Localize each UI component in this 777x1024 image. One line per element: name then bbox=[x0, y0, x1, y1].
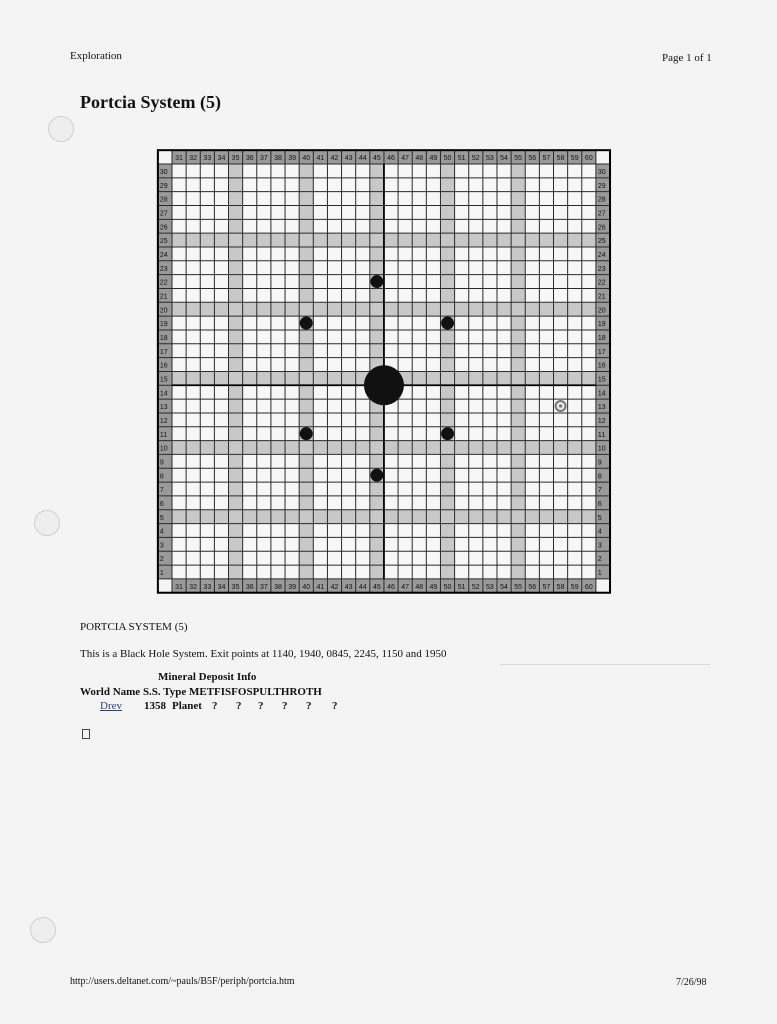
x-tick-label-bottom: 43 bbox=[344, 583, 353, 591]
y-tick-label-right: 12 bbox=[597, 417, 606, 425]
x-tick-label-bottom: 36 bbox=[245, 583, 254, 591]
y-tick-label-left: 14 bbox=[159, 390, 168, 398]
y-tick-label-right: 14 bbox=[597, 390, 606, 398]
y-tick-label-right: 18 bbox=[597, 334, 606, 342]
y-tick-label-right: 16 bbox=[597, 362, 606, 370]
mineral-value: ? bbox=[332, 700, 338, 712]
y-tick-label-left: 10 bbox=[159, 445, 168, 453]
x-tick-label-bottom: 41 bbox=[316, 583, 325, 591]
y-tick-label-left: 25 bbox=[159, 238, 168, 246]
x-tick-label-top: 39 bbox=[288, 155, 297, 163]
y-tick-label-right: 1 bbox=[597, 570, 602, 578]
x-tick-label-bottom: 40 bbox=[302, 583, 311, 591]
x-tick-label-top: 36 bbox=[245, 155, 254, 163]
x-tick-label-bottom: 38 bbox=[274, 583, 282, 591]
y-tick-label-left: 13 bbox=[159, 404, 168, 412]
y-tick-label-right: 11 bbox=[597, 431, 606, 439]
x-tick-label-bottom: 34 bbox=[217, 583, 226, 591]
x-tick-label-top: 55 bbox=[514, 155, 523, 163]
y-tick-label-right: 9 bbox=[597, 459, 602, 467]
planet-marker bbox=[300, 427, 313, 440]
y-tick-label-left: 16 bbox=[159, 362, 168, 370]
mineral-value: ? bbox=[282, 700, 288, 712]
planet-marker bbox=[370, 275, 383, 288]
y-tick-label-left: 15 bbox=[159, 376, 168, 384]
x-tick-label-bottom: 47 bbox=[401, 583, 410, 591]
x-tick-label-top: 46 bbox=[387, 155, 395, 163]
y-tick-label-left: 30 bbox=[159, 169, 168, 176]
x-tick-label-bottom: 58 bbox=[556, 583, 565, 591]
y-tick-label-left: 7 bbox=[159, 487, 164, 495]
footer-date: 7/26/98 bbox=[676, 977, 707, 988]
y-tick-label-left: 28 bbox=[159, 196, 168, 204]
y-tick-label-left: 27 bbox=[159, 210, 168, 218]
x-tick-label-top: 37 bbox=[259, 155, 268, 163]
x-tick-label-top: 50 bbox=[443, 155, 452, 163]
x-tick-label-top: 31 bbox=[175, 155, 183, 163]
y-tick-label-left: 9 bbox=[159, 459, 164, 467]
y-tick-label-right: 13 bbox=[597, 404, 606, 412]
mineral-deposit-title: Mineral Deposit Info bbox=[158, 671, 257, 683]
x-tick-label-top: 51 bbox=[457, 155, 466, 163]
mineral-value: ? bbox=[212, 700, 218, 712]
y-tick-label-right: 5 bbox=[597, 514, 602, 522]
planet-marker bbox=[441, 317, 454, 330]
x-tick-label-top: 47 bbox=[401, 155, 410, 163]
black-hole-marker bbox=[364, 365, 404, 405]
x-tick-label-bottom: 56 bbox=[528, 583, 537, 591]
y-tick-label-left: 6 bbox=[159, 500, 164, 508]
x-tick-label-top: 52 bbox=[471, 155, 480, 163]
y-tick-label-right: 21 bbox=[597, 293, 606, 301]
x-tick-label-top: 54 bbox=[500, 155, 508, 163]
x-tick-label-top: 41 bbox=[316, 155, 325, 163]
checkbox-glyph bbox=[82, 729, 90, 739]
x-tick-label-bottom: 59 bbox=[570, 583, 579, 591]
world-ss: 1358 bbox=[144, 700, 166, 712]
x-tick-label-bottom: 60 bbox=[584, 583, 593, 591]
page-number: Page 1 of 1 bbox=[662, 52, 712, 64]
x-tick-label-top: 58 bbox=[556, 155, 565, 163]
x-tick-label-bottom: 31 bbox=[175, 583, 183, 591]
planet-marker bbox=[300, 317, 313, 330]
y-tick-label-left: 24 bbox=[159, 251, 168, 259]
mineral-value: ? bbox=[236, 700, 242, 712]
y-tick-label-right: 20 bbox=[597, 307, 606, 315]
y-tick-label-left: 26 bbox=[159, 224, 168, 232]
y-tick-label-left: 12 bbox=[159, 417, 168, 425]
x-tick-label-top: 32 bbox=[189, 155, 198, 163]
x-tick-label-bottom: 45 bbox=[372, 583, 381, 591]
y-tick-label-right: 23 bbox=[597, 265, 606, 273]
y-tick-label-left: 18 bbox=[159, 334, 168, 342]
x-tick-label-top: 60 bbox=[584, 155, 593, 163]
y-tick-label-left: 22 bbox=[159, 279, 168, 287]
x-tick-label-top: 43 bbox=[344, 155, 353, 163]
x-tick-label-bottom: 39 bbox=[288, 583, 297, 591]
y-tick-label-right: 17 bbox=[597, 348, 606, 356]
y-tick-label-left: 1 bbox=[159, 570, 164, 578]
y-tick-label-right: 6 bbox=[597, 500, 602, 508]
x-tick-label-top: 49 bbox=[429, 155, 438, 163]
y-tick-label-left: 21 bbox=[159, 293, 168, 301]
x-tick-label-bottom: 57 bbox=[542, 583, 551, 591]
y-tick-label-left: 3 bbox=[159, 542, 164, 550]
y-tick-label-left: 5 bbox=[159, 514, 164, 522]
y-tick-label-left: 23 bbox=[159, 265, 168, 273]
x-tick-label-bottom: 54 bbox=[500, 583, 508, 591]
x-tick-label-bottom: 32 bbox=[189, 583, 198, 591]
y-tick-label-right: 28 bbox=[597, 196, 606, 204]
x-tick-label-bottom: 35 bbox=[231, 583, 240, 591]
x-tick-label-bottom: 42 bbox=[330, 583, 339, 591]
mineral-table-header: World Name S.S. Type METFISFOSPULTHROTH bbox=[80, 686, 322, 698]
x-tick-label-top: 34 bbox=[217, 155, 226, 163]
y-tick-label-right: 27 bbox=[597, 210, 606, 218]
x-tick-label-top: 44 bbox=[358, 155, 367, 163]
y-tick-label-left: 20 bbox=[159, 307, 168, 315]
y-tick-label-right: 25 bbox=[597, 238, 606, 246]
y-tick-label-left: 19 bbox=[159, 321, 168, 329]
x-tick-label-top: 42 bbox=[330, 155, 339, 163]
y-tick-label-right: 3 bbox=[597, 542, 602, 550]
x-tick-label-bottom: 37 bbox=[259, 583, 268, 591]
world-name-link[interactable]: Drev bbox=[100, 700, 122, 712]
header-section-label: Exploration bbox=[70, 50, 122, 62]
x-tick-label-top: 48 bbox=[415, 155, 424, 163]
x-tick-label-top: 59 bbox=[570, 155, 579, 163]
mineral-value: ? bbox=[258, 700, 264, 712]
x-tick-label-top: 56 bbox=[528, 155, 537, 163]
y-tick-label-right: 8 bbox=[597, 473, 602, 481]
x-tick-label-bottom: 55 bbox=[514, 583, 523, 591]
x-tick-label-top: 38 bbox=[274, 155, 282, 163]
footer-url: http://users.deltanet.com/~pauls/B5F/periph/portcia.htm bbox=[70, 976, 295, 987]
system-name: PORTCIA SYSTEM (5) bbox=[80, 621, 188, 633]
y-tick-label-right: 30 bbox=[597, 169, 606, 176]
x-tick-label-bottom: 49 bbox=[429, 583, 438, 591]
x-tick-label-bottom: 53 bbox=[486, 583, 494, 591]
punch-hole bbox=[30, 917, 56, 943]
y-tick-label-right: 19 bbox=[597, 321, 606, 329]
y-tick-label-right: 2 bbox=[597, 556, 602, 564]
y-tick-label-left: 8 bbox=[159, 473, 164, 481]
y-tick-label-right: 15 bbox=[597, 376, 606, 384]
planet-marker bbox=[370, 469, 383, 482]
y-tick-label-left: 11 bbox=[159, 431, 168, 439]
y-tick-label-left: 17 bbox=[159, 348, 168, 356]
y-tick-label-left: 2 bbox=[159, 556, 164, 564]
system-description: This is a Black Hole System. Exit points at 1140, 1940, 0845, 2245, 1150 and 1950 bbox=[80, 648, 447, 660]
x-tick-label-top: 40 bbox=[302, 155, 311, 163]
y-tick-label-right: 26 bbox=[597, 224, 606, 232]
x-tick-label-top: 53 bbox=[486, 155, 494, 163]
y-tick-label-left: 4 bbox=[159, 528, 164, 536]
y-tick-label-right: 4 bbox=[597, 528, 602, 536]
x-tick-label-bottom: 50 bbox=[443, 583, 452, 591]
y-tick-label-right: 10 bbox=[597, 445, 606, 453]
x-tick-label-top: 57 bbox=[542, 155, 551, 163]
planet-marker bbox=[441, 427, 454, 440]
y-tick-label-right: 29 bbox=[597, 182, 606, 190]
divider bbox=[500, 664, 710, 665]
x-tick-label-bottom: 44 bbox=[358, 583, 367, 591]
x-tick-label-bottom: 46 bbox=[387, 583, 395, 591]
mineral-value: ? bbox=[306, 700, 312, 712]
x-tick-label-top: 45 bbox=[372, 155, 381, 163]
x-tick-label-top: 35 bbox=[231, 155, 240, 163]
page-title: Portcia System (5) bbox=[80, 92, 221, 112]
station-marker-center bbox=[559, 404, 562, 407]
x-tick-label-bottom: 33 bbox=[203, 583, 212, 591]
y-tick-label-left: 29 bbox=[159, 182, 168, 190]
y-tick-label-right: 7 bbox=[597, 487, 602, 495]
y-tick-label-right: 24 bbox=[597, 251, 606, 259]
x-tick-label-bottom: 52 bbox=[471, 583, 480, 591]
x-tick-label-bottom: 51 bbox=[457, 583, 466, 591]
x-tick-label-top: 33 bbox=[203, 155, 212, 163]
x-tick-label-bottom: 48 bbox=[415, 583, 424, 591]
y-tick-label-right: 22 bbox=[597, 279, 606, 287]
world-type: Planet bbox=[172, 700, 202, 712]
